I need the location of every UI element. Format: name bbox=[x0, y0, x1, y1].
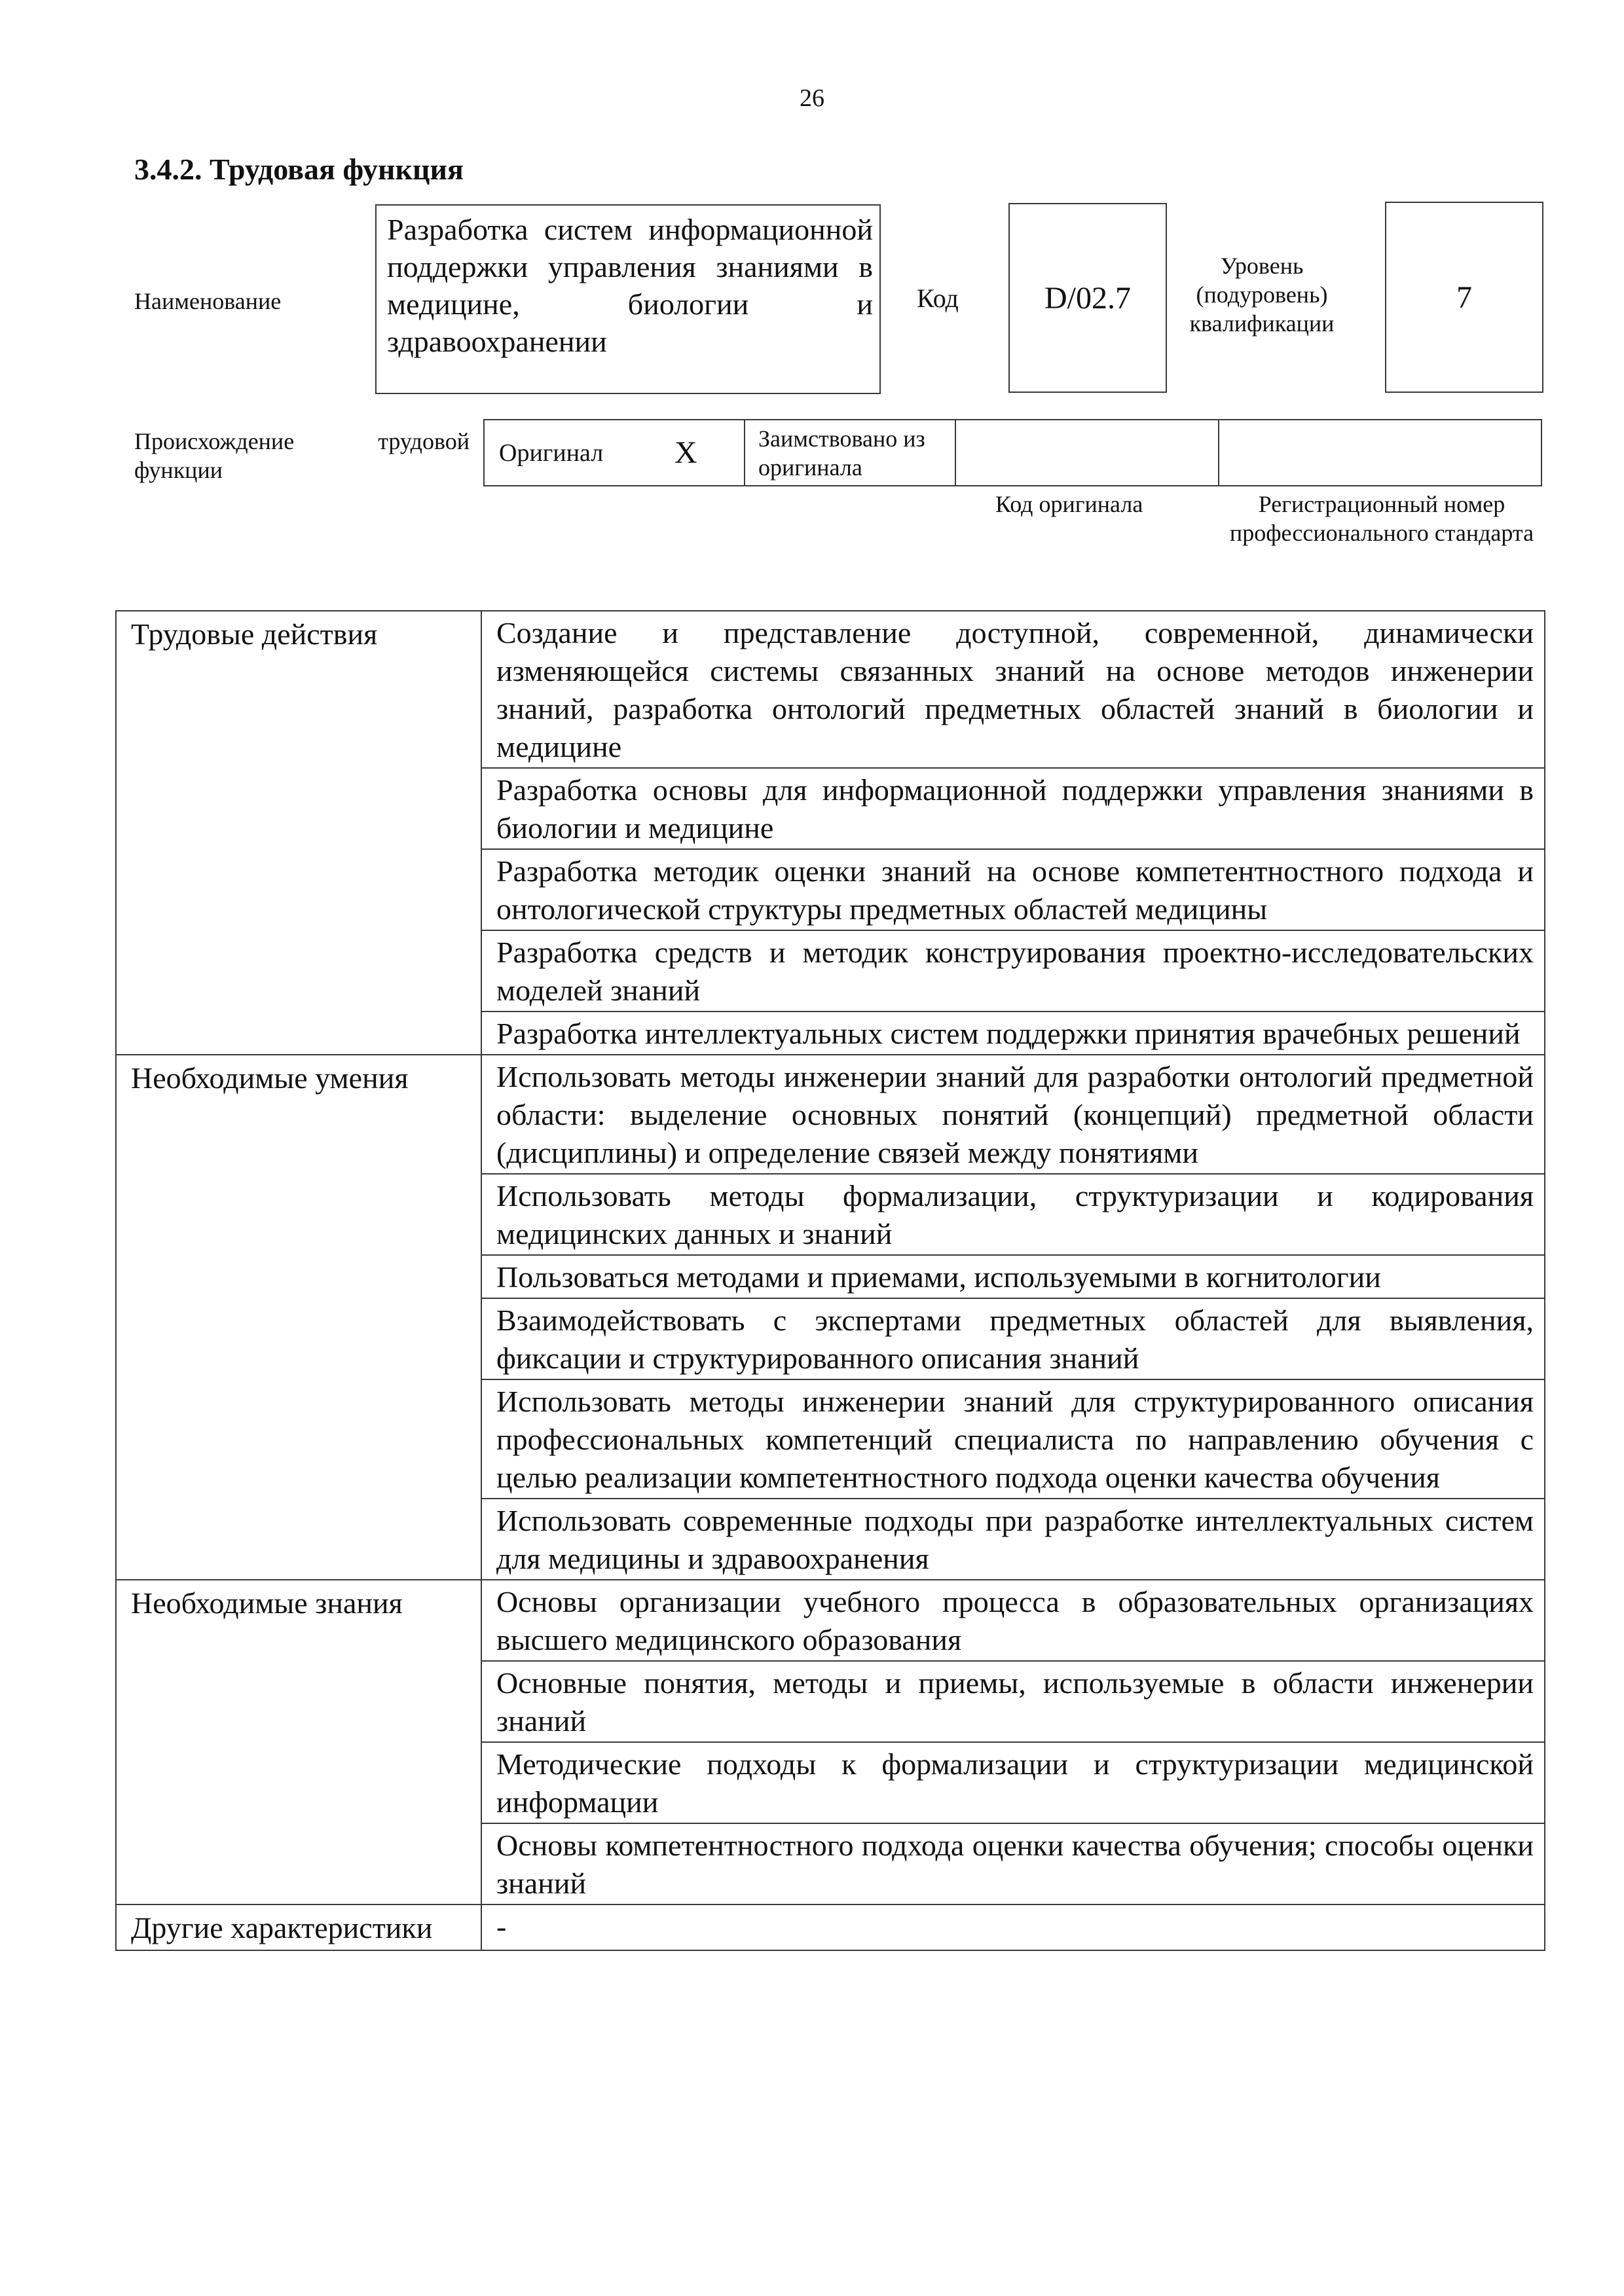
table-row bbox=[116, 1580, 1545, 1661]
original-label: Оригинал bbox=[499, 439, 604, 467]
knowledge-item: Основные понятия, методы и приемы, используемые в области инженерии знаний bbox=[481, 1661, 1545, 1742]
origin-label bbox=[134, 427, 470, 456]
level-label: Уровень (подуровень) квалификации bbox=[1189, 253, 1335, 337]
origin-code-cell bbox=[956, 420, 1219, 485]
skill-item: Использовать методы формализации, структуризации и кодирования медицинских данных и знаний bbox=[481, 1174, 1545, 1255]
skill-item: Пользоваться методами и приемами, используемыми в когнитологии bbox=[481, 1255, 1545, 1298]
labor-action-item: Разработка средств и методик конструирования проектно-исследовательских моделей знаний bbox=[481, 930, 1545, 1011]
name-box bbox=[375, 204, 881, 394]
knowledge-item: Основы компетентностного подхода оценки качества обучения; способы оценки знаний bbox=[481, 1823, 1545, 1904]
table-row bbox=[116, 1904, 1545, 1950]
reg-number-caption: Регистрационный номер профессионального стандарта bbox=[1229, 491, 1534, 546]
origin-reg-number-cell bbox=[1219, 420, 1541, 485]
name-value: Разработка систем информационной поддержки управления знаниями в медицине, биологии и здравоохранении bbox=[387, 213, 873, 358]
level-value: 7 bbox=[1456, 280, 1472, 315]
labor-action-item: Разработка методик оценки знаний на основе компетентностного подхода и онтологической структуры предметных областей медицины bbox=[481, 849, 1545, 930]
origin-table bbox=[483, 419, 1542, 486]
required-skills-label: Необходимые умения bbox=[116, 1055, 481, 1580]
page-number: 26 bbox=[800, 84, 824, 112]
original-code-caption: Код оригинала bbox=[995, 491, 1143, 517]
table-row bbox=[116, 611, 1545, 768]
skill-item: Использовать методы инженерии знаний для разработки онтологий предметной области: выделение основных понятий (концепций) предметной области (дисциплины) и определение связей между понятиями bbox=[481, 1055, 1545, 1174]
knowledge-item: Основы организации учебного процесса в образовательных организациях высшего медицинского образования bbox=[481, 1580, 1545, 1661]
origin-label-line2: функции bbox=[134, 457, 223, 483]
code-box bbox=[1008, 203, 1167, 393]
original-mark: X bbox=[674, 435, 697, 470]
labor-action-item: Разработка основы для информационной поддержки управления знаниями в биологии и медицине bbox=[481, 768, 1545, 849]
labor-action-item: Создание и представление доступной, современной, динамически изменяющейся системы связанных знаний на основе методов инженерии знаний, разработка онтологий предметных областей знаний в биологии и медицине bbox=[481, 611, 1545, 768]
table-row bbox=[116, 1055, 1545, 1174]
other-characteristics-value: - bbox=[481, 1904, 1545, 1950]
code-value: D/02.7 bbox=[1044, 280, 1131, 316]
skill-item: Использовать методы инженерии знаний для структурированного описания профессиональных компетенций специалиста по направлению обучения с целью реализации компетентностного подхода оценки качества обучения bbox=[481, 1379, 1545, 1499]
required-knowledge-label: Необходимые знания bbox=[116, 1580, 481, 1904]
other-characteristics-label: Другие характеристики bbox=[116, 1904, 481, 1950]
section-title: 3.4.2. Трудовая функция bbox=[134, 153, 464, 186]
labor-action-item: Разработка интеллектуальных систем поддержки принятия врачебных решений bbox=[481, 1011, 1545, 1055]
function-table bbox=[115, 610, 1545, 1951]
origin-borrowed-cell bbox=[745, 420, 956, 485]
borrowed-label: Заимствовано из оригинала bbox=[758, 425, 925, 481]
level-box bbox=[1385, 202, 1543, 393]
origin-original-cell bbox=[485, 420, 745, 485]
code-label: Код bbox=[917, 283, 959, 313]
name-label: Наименование bbox=[134, 288, 282, 314]
labor-actions-label: Трудовые действия bbox=[116, 611, 481, 1055]
skill-item: Взаимодействовать с экспертами предметных областей для выявления, фиксации и структурированного описания знаний bbox=[481, 1298, 1545, 1379]
origin-label-line: Происхождение трудовой bbox=[134, 428, 470, 454]
skill-item: Использовать современные подходы при разработке интеллектуальных систем для медицины и здравоохранения bbox=[481, 1499, 1545, 1580]
knowledge-item: Методические подходы к формализации и структуризации медицинской информации bbox=[481, 1742, 1545, 1823]
